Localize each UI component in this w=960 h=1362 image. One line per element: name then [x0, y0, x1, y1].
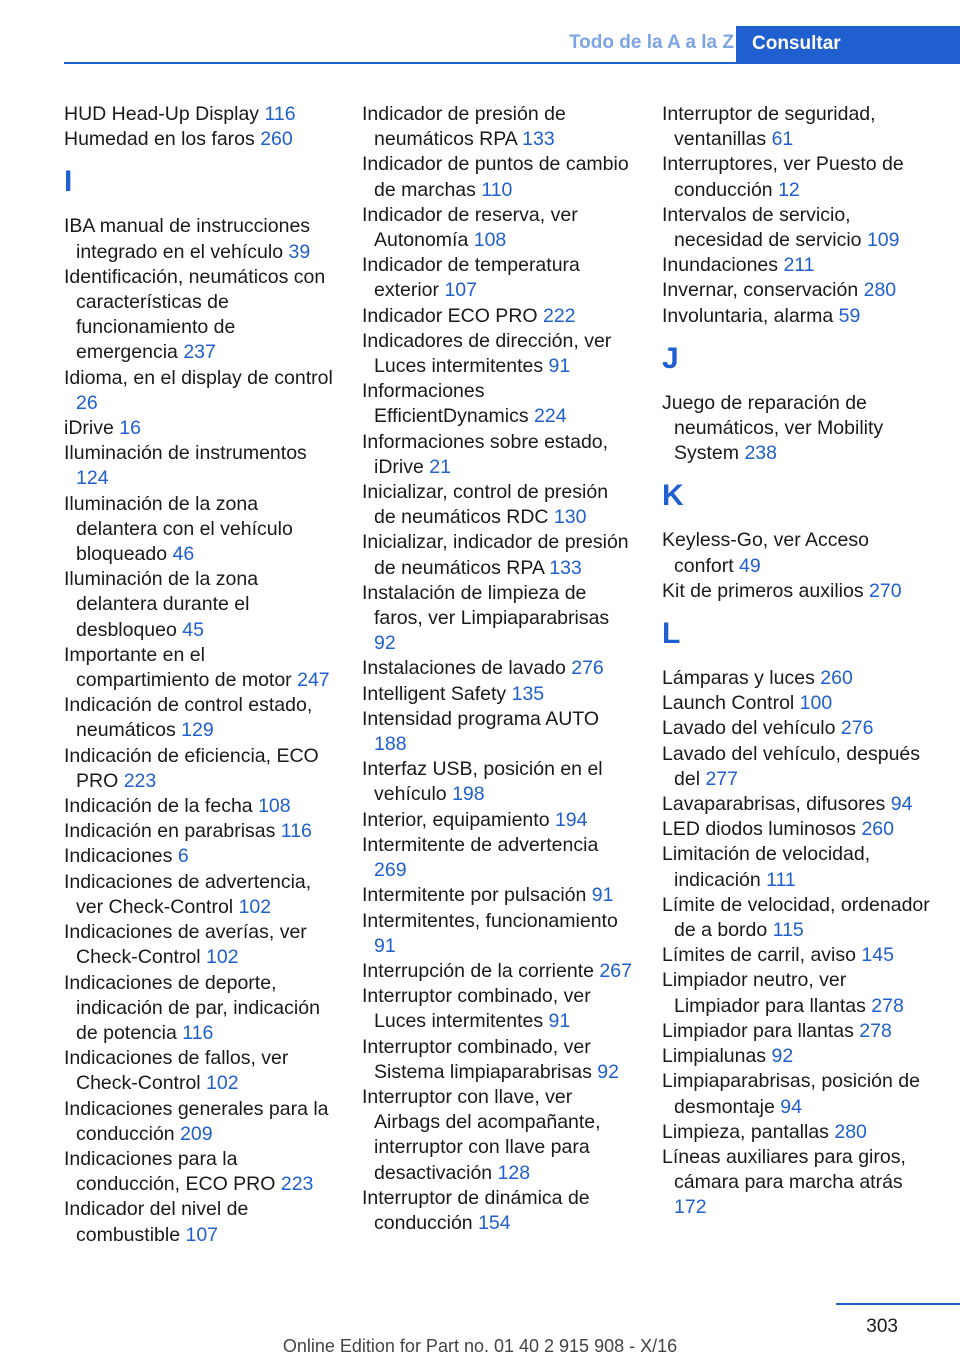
page-reference-link[interactable]: 145 [861, 944, 894, 967]
index-entry [662, 528, 934, 578]
index-entry [64, 819, 334, 844]
page-reference-link[interactable]: 211 [783, 254, 815, 277]
index-entry [362, 707, 634, 757]
page-reference-link[interactable]: 6 [177, 845, 189, 868]
index-entry-text: Intervalos de servicio, necesidad de servicio [662, 203, 867, 252]
page-reference-link[interactable]: 102 [238, 895, 272, 918]
section-title: Todo de la A a la Z [568, 32, 734, 53]
index-entry [662, 943, 934, 968]
index-entry-text: Informaciones EfficientDynamics [362, 380, 535, 428]
index-entry [362, 1035, 634, 1085]
page-number: 303 [866, 1316, 898, 1337]
index-entry-text: Indicador de temperatura exterior [362, 254, 580, 302]
index-entry [662, 1120, 934, 1145]
index-letter-heading: J [662, 341, 679, 375]
page-reference-link[interactable]: 100 [799, 692, 833, 715]
index-entry-text: Intermitentes, funcionamiento [362, 909, 618, 932]
index-entry [64, 214, 334, 264]
page-reference-link[interactable]: 107 [444, 279, 477, 302]
index-entry [64, 744, 334, 794]
index-entry [64, 492, 334, 568]
page-reference-link[interactable]: 59 [838, 304, 861, 327]
section-tab[interactable]: Consultar [736, 26, 960, 64]
index-entry-text: iDrive [64, 417, 120, 440]
index-entry [362, 329, 634, 379]
page-reference-link[interactable]: 92 [374, 632, 396, 655]
index-entry-text: Interruptores, ver Puesto de conducción [662, 153, 904, 201]
page-reference-link[interactable]: 91 [591, 884, 614, 907]
page-reference-link[interactable]: 238 [744, 442, 777, 465]
index-entry [64, 1046, 334, 1096]
index-entry-text: Indicaciones [64, 845, 178, 868]
page-reference-link[interactable]: 116 [182, 1021, 214, 1044]
index-entry-text: Indicador del nivel de combustible [64, 1198, 249, 1246]
index-entry [64, 1197, 334, 1247]
page-reference-link[interactable]: 115 [772, 919, 804, 942]
index-entry [362, 1085, 634, 1186]
index-entry [662, 203, 934, 253]
index-entry [362, 530, 634, 580]
page-reference-link[interactable]: 209 [180, 1122, 213, 1145]
page-reference-link[interactable]: 92 [771, 1045, 794, 1068]
index-entry [64, 920, 334, 970]
page-reference-link[interactable]: 237 [183, 341, 216, 364]
index-entry [662, 842, 934, 892]
index-entry [64, 870, 334, 920]
page-reference-link[interactable]: 260 [861, 818, 894, 841]
page-reference-link[interactable]: 108 [473, 229, 507, 252]
page-reference-link[interactable]: 276 [840, 717, 874, 740]
index-entry [662, 817, 934, 842]
index-entry-text: Indicaciones de fallos, ver Check-Control [64, 1047, 289, 1095]
index-entry [662, 278, 934, 303]
index-entry-text: Indicador ECO PRO [362, 304, 543, 327]
index-entry [64, 1147, 334, 1197]
index-entry [662, 152, 934, 202]
page-reference-link[interactable]: 267 [599, 959, 632, 982]
page-reference-link[interactable]: 16 [119, 417, 141, 440]
page-reference-link[interactable]: 46 [172, 543, 195, 566]
index-entry-text: Interfaz USB, posición en el vehículo [362, 758, 603, 806]
index-entry-text: Indicador de reserva, ver Autonomía [362, 203, 578, 252]
page-reference-link[interactable]: 247 [297, 669, 330, 692]
index-entry-text: Indicación de control estado, neumáticos [64, 694, 313, 742]
page-reference-link[interactable]: 26 [76, 391, 98, 414]
index-entry-text: Inicializar, control de presión de neumáticos RDC [362, 481, 609, 529]
index-entry-text: Indicaciones de deporte, indicación de par, indicación de potencia [64, 971, 320, 1044]
index-entry [64, 265, 334, 366]
index-entry [362, 152, 634, 202]
index-entry-text: Involuntaria, alarma [662, 304, 839, 327]
index-entry [362, 833, 634, 883]
index-entry [64, 416, 334, 441]
index-entry [362, 430, 634, 480]
index-entry-text: Lavado del vehículo, después del [662, 742, 921, 790]
index-entry [362, 304, 634, 329]
index-entry-text: Intermitente por pulsación [362, 884, 592, 907]
index-entry [662, 253, 934, 278]
page-reference-link[interactable]: 91 [548, 355, 571, 378]
page-reference-link[interactable]: 116 [264, 103, 296, 125]
index-entry-text: Humedad en los faros [64, 128, 261, 151]
index-entry-text: Indicaciones de averías, ver Check-Control [64, 921, 307, 969]
page-reference-link[interactable]: 102 [206, 946, 239, 969]
index-entry-text: Invernar, conservación [662, 279, 864, 302]
page-reference-link[interactable]: 276 [571, 657, 604, 680]
index-entry-text: Lavado del vehículo [662, 717, 841, 740]
page-reference-link[interactable]: 277 [705, 767, 738, 790]
index-entry [362, 203, 634, 253]
index-entry-text: Intermitente de advertencia [362, 833, 599, 856]
index-entry [64, 567, 334, 643]
index-entry-text: Intelligent Safety [362, 682, 512, 705]
index-entry [362, 656, 634, 681]
index-entry-text: Indicadores de dirección, ver Luces intermitentes [362, 329, 612, 378]
index-entry-text: Limpiador neutro, ver Limpiador para llantas [662, 969, 872, 1017]
page-reference-link[interactable]: 223 [123, 769, 157, 792]
index-entry [662, 893, 934, 943]
index-entry [662, 391, 934, 467]
index-column-1 [64, 102, 334, 1248]
index-entry [64, 127, 334, 152]
index-entry [362, 253, 634, 303]
index-entry [64, 1097, 334, 1147]
page-reference-link[interactable]: 102 [206, 1072, 239, 1095]
index-entry [662, 1044, 934, 1069]
page-reference-link[interactable]: 135 [511, 682, 545, 705]
page-reference-link[interactable]: 260 [820, 667, 853, 690]
index-entry-text: Indicación de la fecha [64, 795, 259, 818]
page-reference-link[interactable]: 91 [374, 934, 396, 957]
index-entry-text: Inicializar, indicador de presión de neumáticos RPA [362, 531, 629, 579]
index-entry-text: Keyless-Go, ver Acceso confort [662, 529, 869, 577]
page-reference-link[interactable]: 223 [280, 1173, 314, 1196]
page-reference-link[interactable]: 124 [76, 467, 109, 490]
page-reference-link[interactable]: 172 [674, 1196, 707, 1219]
index-entry-text: Interruptor de dinámica de conducción [362, 1186, 590, 1234]
page-reference-link[interactable]: 49 [739, 554, 761, 577]
page-reference-link[interactable]: 12 [778, 178, 800, 201]
index-entry [64, 102, 334, 127]
index-entry-text: Instalaciones de lavado [362, 657, 572, 680]
index-entry [662, 1145, 934, 1221]
page-reference-link[interactable]: 91 [548, 1010, 571, 1033]
page-reference-link[interactable]: 39 [288, 240, 311, 263]
index-entry [362, 102, 634, 152]
index-entry-text: Iluminación de instrumentos [64, 442, 307, 465]
page-reference-link[interactable]: 107 [185, 1223, 219, 1246]
index-entry-text: Limpialunas [662, 1045, 772, 1068]
index-entry-text: Lavaparabrisas, difusores [662, 793, 891, 816]
page-number-rule [836, 1303, 960, 1305]
index-entry-text: Indicador de puntos de cambio de marchas [362, 153, 629, 201]
index-entry [64, 643, 334, 693]
index-letter-heading: K [662, 479, 684, 513]
page-reference-link[interactable]: 130 [553, 506, 587, 529]
index-entry [64, 844, 334, 869]
index-letter-heading: L [662, 617, 681, 651]
index-entry-text: LED diodos luminosos [662, 818, 862, 841]
index-entry-text: Iluminación de la zona delantera con el vehículo bloqueado [64, 492, 293, 566]
index-entry-text: Limitación de velocidad, indicación [662, 843, 871, 891]
page-reference-link[interactable]: 188 [374, 733, 407, 756]
page-reference-link[interactable]: 128 [497, 1161, 531, 1184]
index-entry [362, 480, 634, 530]
index-entry-text: Límite de velocidad, ordenador de a bordo [662, 893, 930, 942]
index-entry-text: HUD Head-Up Display [64, 103, 265, 125]
index-entry [662, 1069, 934, 1119]
page-reference-link[interactable]: 116 [280, 820, 312, 843]
index-entry-text: Líneas auxiliares para giros, cámara para marcha atrás [662, 1145, 906, 1194]
page-reference-link[interactable]: 278 [859, 1019, 892, 1042]
index-entry-text: Interrupción de la corriente [362, 959, 600, 982]
page-reference-link[interactable]: 269 [374, 859, 407, 882]
index-entry [662, 102, 934, 152]
index-entry-text: Idioma, en el display de control [64, 366, 333, 389]
index-entry-text: Kit de primeros auxilios [662, 579, 869, 602]
index-entry-text: Límites de carril, aviso [662, 944, 862, 967]
index-entry [64, 794, 334, 819]
index-entry [362, 1186, 634, 1236]
index-entry [64, 366, 334, 416]
index-entry [662, 968, 934, 1018]
index-entry [662, 666, 934, 691]
index-column-2 [362, 102, 634, 1236]
index-entry-text: Indicaciones generales para la conducción [64, 1097, 329, 1145]
index-entry-text: Interior, equipamiento [362, 808, 555, 831]
index-entry [362, 984, 634, 1034]
footer-edition: Online Edition for Part no. 01 40 2 915 908 - X/16 [282, 1336, 678, 1356]
page-reference-link[interactable]: 110 [481, 178, 513, 201]
index-entry [662, 691, 934, 716]
index-column-3 [662, 102, 934, 1221]
page-reference-link[interactable]: 61 [771, 128, 794, 151]
page-reference-link[interactable]: 94 [890, 793, 913, 816]
index-entry-text: Indicador de presión de neumáticos RPA [362, 103, 566, 151]
index-entry-text: Importante en el compartimiento de motor [64, 643, 298, 692]
page-reference-link[interactable]: 133 [549, 556, 582, 579]
index-entry [662, 1019, 934, 1044]
index-entry-text: Inundaciones [662, 254, 784, 277]
page-reference-link[interactable]: 222 [542, 304, 576, 327]
index-entry-text: Intensidad programa AUTO [362, 707, 600, 730]
index-entry [362, 909, 634, 959]
index-entry-text: Limpiaparabrisas, posición de desmontaje [662, 1070, 920, 1118]
page-reference-link[interactable]: 260 [260, 128, 293, 151]
page-reference-link[interactable]: 94 [780, 1095, 802, 1118]
page-reference-link[interactable]: 198 [452, 783, 485, 806]
index-entry [362, 581, 634, 657]
index-entry-text: Instalación de limpieza de faros, ver Limpiaparabrisas [362, 581, 610, 630]
index-entry [362, 757, 634, 807]
page-reference-link[interactable]: 280 [834, 1120, 867, 1143]
index-entry-text: Launch Control [662, 692, 800, 715]
index-entry [64, 693, 334, 743]
index-entry [362, 379, 634, 429]
index-entry [362, 883, 634, 908]
page-reference-link[interactable]: 278 [871, 994, 904, 1017]
page-reference-link[interactable]: 280 [863, 279, 897, 302]
index-entry-text: Limpiador para llantas [662, 1019, 860, 1042]
page-reference-link[interactable]: 133 [522, 128, 555, 151]
index-entry [362, 808, 634, 833]
index-entry-text: Lámparas y luces [662, 667, 821, 690]
index-entry-text: Indicaciones de advertencia, ver Check-Control [64, 870, 312, 918]
index-entry [662, 742, 934, 792]
index-entry-text: Informaciones sobre estado, iDrive [362, 430, 609, 478]
index-entry-text: Iluminación de la zona delantera durante el desbloqueo [64, 568, 259, 641]
page-reference-link[interactable]: 270 [869, 579, 902, 602]
index-entry-text: Indicación en parabrisas [64, 820, 281, 843]
index-entry-text: Indicaciones para la conducción, ECO PRO [64, 1147, 281, 1196]
index-letter-heading: I [64, 165, 73, 199]
page-reference-link[interactable]: 109 [866, 229, 900, 252]
index-entry [662, 304, 934, 329]
index-entry-text: IBA manual de instrucciones integrado en el vehículo [64, 215, 311, 263]
index-entry-text: Juego de reparación de neumáticos, ver Mobility System [662, 391, 884, 465]
index-entry [662, 716, 934, 741]
index-entry-text: Interruptor combinado, ver Sistema limpiaparabrisas [362, 1035, 598, 1083]
index-entry-text: Interruptor con llave, ver Airbags del acompañante, interruptor con llave para desactivación [362, 1085, 601, 1184]
index-entry [662, 792, 934, 817]
page-reference-link[interactable]: 129 [181, 719, 214, 742]
index-entry-text: Identificación, neumáticos con características de funcionamiento de emergencia [64, 265, 326, 364]
page-reference-link[interactable]: 224 [534, 405, 567, 428]
index-entry-text: Indicación de eficiencia, ECO PRO [64, 744, 319, 792]
index-entry [64, 971, 334, 1047]
page-reference-link[interactable]: 111 [766, 868, 796, 891]
page-reference-link[interactable]: 92 [597, 1060, 619, 1083]
index-entry-text: Interruptor combinado, ver Luces intermitentes [362, 985, 591, 1033]
index-entry-text: Interruptor de seguridad, ventanillas [662, 103, 876, 151]
index-entry [64, 441, 334, 491]
index-entry [362, 959, 634, 984]
page-reference-link[interactable]: 154 [478, 1211, 511, 1234]
page-reference-link[interactable]: 194 [554, 808, 588, 831]
page-reference-link[interactable]: 45 [182, 618, 204, 641]
page-reference-link[interactable]: 21 [429, 455, 451, 478]
page-reference-link[interactable]: 108 [258, 795, 291, 818]
index-entry-text: Limpieza, pantallas [662, 1120, 835, 1143]
index-entry [662, 579, 934, 604]
index-entry [362, 682, 634, 707]
